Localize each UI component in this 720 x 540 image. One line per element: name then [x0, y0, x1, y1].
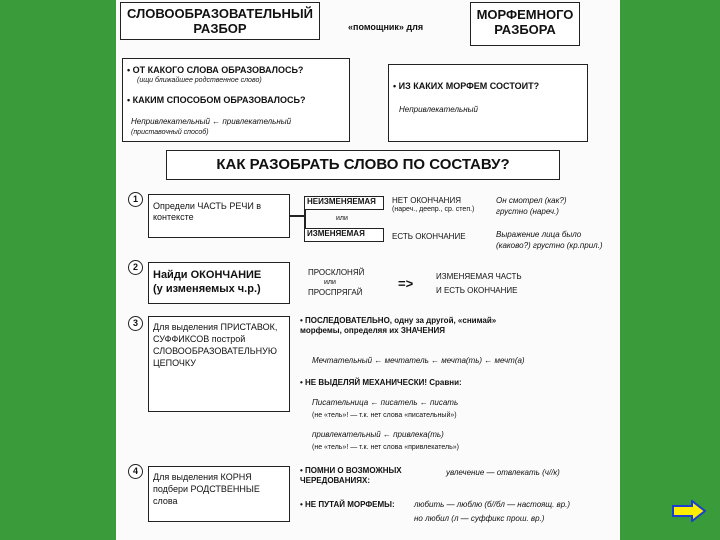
- step4-b2: • НЕ ПУТАЙ МОРФЕМЫ:: [300, 500, 400, 510]
- step1-ex2: Выражение лица было: [496, 230, 582, 239]
- step3-chain1: Мечтательный ← мечтатель ← мечта(ть) ← мечт(а): [312, 356, 525, 365]
- step4-ex1: увлечение — отвлекать (ч//к): [446, 468, 560, 477]
- step3-b2: • НЕ ВЫДЕЛЯЙ МЕХАНИЧЕСКИ! Сравни:: [300, 378, 462, 388]
- left-example: Непривлекательный ← привлекательный: [131, 117, 292, 126]
- main-title: КАК РАЗОБРАТЬ СЛОВО ПО СОСТАВУ?: [216, 156, 510, 173]
- step4-number: 4: [128, 464, 143, 479]
- step3-chain2: Писательница ← писатель ← писать: [312, 398, 459, 407]
- right-example: Непривлекательный: [399, 105, 478, 114]
- next-arrow-icon[interactable]: [672, 500, 706, 522]
- step4-text: Для выделения КОРНЯ подбери РОДСТВЕННЫЕ слова: [153, 472, 260, 506]
- step3-note3: (не «тель»! — т.к. нет слова «привлекатель»): [312, 444, 459, 451]
- step4-ex3: но любил (л — суффикс прош. вр.): [414, 514, 545, 523]
- step1-number: 1: [128, 192, 143, 207]
- left-panel: [122, 58, 350, 142]
- step4-ex2: любить — люблю (б//бл — настоящ. вр.): [414, 500, 571, 509]
- step1-ex1: Он смотрел (как?): [496, 196, 567, 205]
- step1-has-ending: ЕСТЬ ОКОНЧАНИЕ: [392, 232, 466, 241]
- step4-b1: • ПОМНИ О ВОЗМОЖНЫХ ЧЕРЕДОВАНИЯХ:: [300, 466, 410, 486]
- step3-chain3: привлекательный ← привлека(ть): [312, 430, 444, 439]
- step3-b1: • ПОСЛЕДОВАТЕЛЬНО, одну за другой, «снимай» морфемы, определяя их ЗНАЧЕНИЯ: [300, 316, 520, 336]
- step1-text: Определи ЧАСТЬ РЕЧИ в контексте: [153, 201, 262, 222]
- step2-arrow: =>: [398, 276, 414, 291]
- step3-text: Для выделения ПРИСТАВОК, СУФФИКСОВ построй СЛОВООБРАЗОВАТЕЛЬНУЮ ЦЕПОЧКУ: [153, 322, 278, 368]
- left-example-note: (приставочный способ): [131, 129, 209, 136]
- header-right-title-2: РАЗБОРА: [494, 22, 556, 37]
- step2-number: 2: [128, 260, 143, 275]
- step2-box: [148, 262, 290, 304]
- step1-no-ending-note: (нареч., деепр., ср. степ.): [392, 206, 475, 213]
- step2-result-1: ИЗМЕНЯЕМАЯ ЧАСТЬ: [436, 272, 522, 281]
- header-left-title-2: РАЗБОР: [193, 21, 247, 36]
- step1-or: или: [336, 215, 348, 222]
- step1-changeable: ИЗМЕНЯЕМАЯ: [304, 228, 384, 242]
- header-right-title-1: МОРФЕМНОГО: [476, 7, 574, 22]
- step2-action-1: ПРОСКЛОНЯЙ: [308, 268, 365, 277]
- step1-no-ending: НЕТ ОКОНЧАНИЯ: [392, 196, 461, 205]
- step2-text-1: Найди ОКОНЧАНИЕ: [153, 269, 262, 281]
- step2-result-2: И ЕСТЬ ОКОНЧАНИЕ: [436, 286, 518, 295]
- step2-action-2: ПРОСПРЯГАЙ: [308, 288, 363, 297]
- step4-box: [148, 466, 290, 522]
- step1-unchangeable: НЕИЗМЕНЯЕМАЯ: [304, 196, 384, 210]
- right-panel: [388, 64, 588, 142]
- header-left-title-1: СЛОВООБРАЗОВАТЕЛЬНЫЙ: [127, 6, 313, 21]
- header-helper: «помощник» для: [348, 22, 424, 32]
- step2-or: или: [324, 279, 336, 286]
- step1-box: [148, 194, 290, 238]
- step3-number: 3: [128, 316, 143, 331]
- header-left-box: [120, 2, 320, 40]
- main-title-box: [166, 150, 560, 180]
- step2-text-2: (у изменяемых ч.р.): [153, 283, 261, 295]
- step1-ex2b: (каково?) грустно (кр.прил.): [496, 241, 603, 250]
- left-q1: • ОТ КАКОГО СЛОВА ОБРАЗОВАЛОСЬ?: [127, 65, 303, 76]
- step3-box: [148, 316, 290, 412]
- right-q: • ИЗ КАКИХ МОРФЕМ СОСТОИТ?: [393, 81, 539, 92]
- worksheet: [116, 0, 620, 540]
- left-q2: • КАКИМ СПОСОБОМ ОБРАЗОВАЛОСЬ?: [127, 95, 305, 106]
- left-q1-note: (ищи ближайшее родственное слово): [137, 77, 262, 84]
- step3-note2: (не «тель»! — т.к. нет слова «писательный»): [312, 412, 457, 419]
- header-right-box: [470, 2, 580, 46]
- step1-ex1b: грустно (нареч.): [496, 207, 559, 216]
